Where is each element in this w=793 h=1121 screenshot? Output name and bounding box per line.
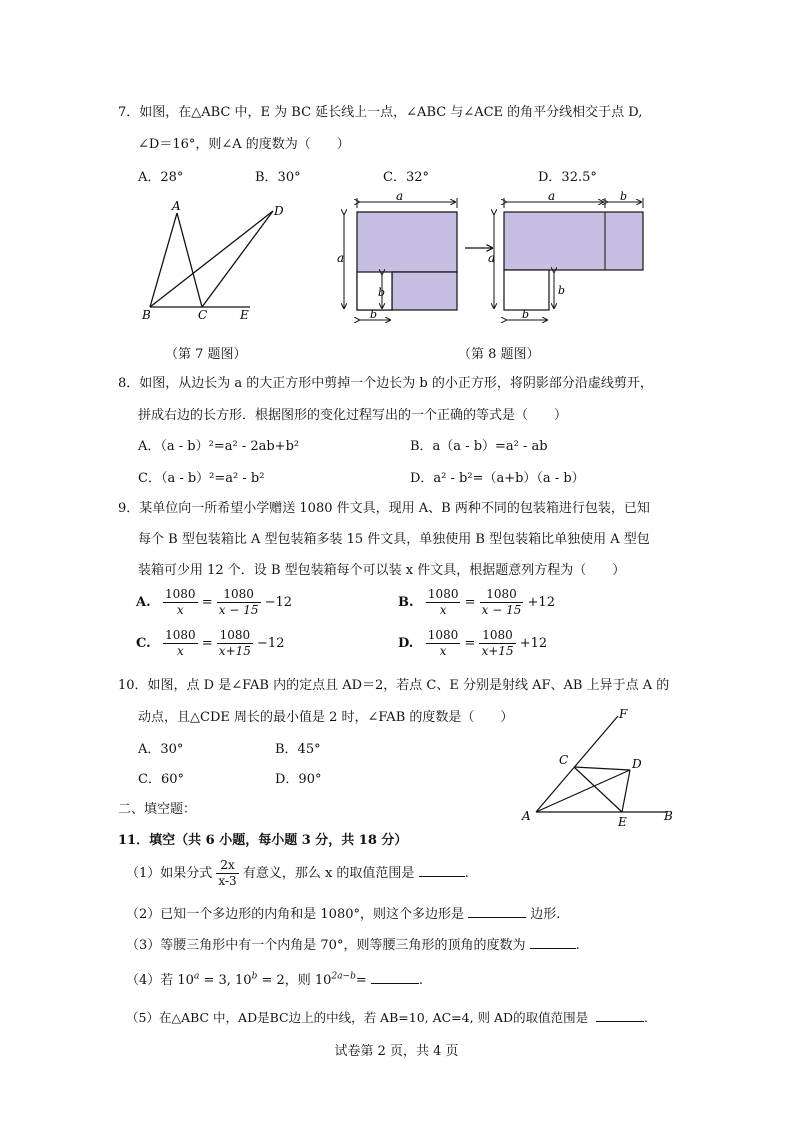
q9-letter-a: A. xyxy=(136,595,151,610)
q8-label-a-top: a xyxy=(396,190,404,203)
q9-line3: 装箱可少用 12 个．设 B 型包装箱每个可以装 x 件文具，根据题意列方程为（ ） xyxy=(138,563,626,578)
q8-label-b-right-top: b xyxy=(620,190,628,203)
q7-line1: 7．如图，在△ABC 中，E 为 BC 延长线上一点，∠ABC 与∠ACE 的角平分线相交于点 D, xyxy=(118,105,643,120)
q8-label-b-right-bottom: b xyxy=(522,308,530,321)
q7-label-c: C xyxy=(198,308,208,322)
section-title-fill-in: 二、填空题： xyxy=(118,802,197,817)
q8-line2: 拼成右边的长方形．根据图形的变化过程写出的一个正确的等式是（ ） xyxy=(138,408,568,423)
q11-s5-blank[interactable] xyxy=(596,1020,644,1022)
q10-figure xyxy=(518,706,678,832)
q7-line2: ∠D＝16°，则∠A 的度数为（ ） xyxy=(138,137,350,152)
q8-label-a-left: a xyxy=(337,251,345,265)
q9-option-b: B. $\frac{1080}{x}$ = $\frac{1080}{x - 15}$ +12 xyxy=(398,587,555,617)
q7-label-d: D xyxy=(274,204,284,218)
q9-letter-b: B. xyxy=(398,595,414,610)
q11-s2-blank[interactable] xyxy=(468,916,526,918)
q9-line1: 9．某单位向一所希望小学赠送 1080 件文具，现用 A、B 两种不同的包装箱进行包装，已知 xyxy=(118,501,650,516)
q8-option-d: D．a² - b²=（a+b）（a - b） xyxy=(410,471,585,486)
q8-label-b-right: b xyxy=(558,284,566,297)
q9-option-d: D. $\frac{1080}{x}$ = $\frac{1080}{x+15}$ +12 xyxy=(398,628,548,658)
q11-s4-blank[interactable] xyxy=(371,982,419,984)
q10-line2: 动点，且△CDE 周长的最小值是 2 时，∠FAB 的度数是（ ） xyxy=(138,710,514,725)
q7-figure xyxy=(130,195,300,325)
q8-figure xyxy=(330,190,650,330)
q9-letter-d: D. xyxy=(398,636,414,651)
q11-sub1: （1）如果分式 $\frac{2x}{x-3}$ 有意义，那么 x 的取值范围是 . xyxy=(126,858,469,888)
q10-label-a: A xyxy=(522,809,531,823)
q11-sub4: （4）若 10$^a$ = 3, 10$^b$ = 2，则 $10^{2a-b}=$ . xyxy=(126,971,424,988)
q8-label-a-right-top: a xyxy=(548,190,556,203)
q10-label-e: E xyxy=(618,815,627,829)
q9-letter-c: C. xyxy=(136,636,151,651)
q7-label-e: E xyxy=(240,308,249,322)
q9-line2: 每个 B 型包装箱比 A 型包装箱多装 15 件文具，单独使用 B 型包装箱比单独使用 A 型包 xyxy=(138,532,650,547)
q11-head: 11．填空（共 6 小题，每小题 3 分，共 18 分） xyxy=(118,833,408,848)
q11-s1-blank[interactable] xyxy=(419,875,465,877)
q10-label-b: B xyxy=(664,809,673,823)
q10-option-d: D．90° xyxy=(275,772,322,787)
q8-caption: （第 8 题图） xyxy=(458,347,540,362)
q8-option-c: C．（a - b）²=a² - b² xyxy=(138,471,265,486)
q8-label-b-bottom: b xyxy=(370,308,378,321)
q11-sub2: （2）已知一个多边形的内角和是 1080°，则这个多边形是 边形. xyxy=(126,907,561,922)
q8-label-b-left: b xyxy=(378,286,386,299)
q8-option-b: B．a（a - b）=a² - ab xyxy=(410,439,548,454)
q10-label-f: F xyxy=(619,707,628,721)
q10-label-d: D xyxy=(632,757,642,771)
q10-label-c: C xyxy=(559,753,569,767)
q7-caption: （第 7 题图） xyxy=(165,347,247,362)
q9-option-c: C. $\frac{1080}{x}$ = $\frac{1080}{x+15}$ −12 xyxy=(136,628,285,658)
q10-option-a: A．30° xyxy=(138,742,184,757)
q11-sub3: （3）等腰三角形中有一个内角是 70°，则等腰三角形的顶角的度数为 . xyxy=(126,938,580,953)
q7-option-c: C．32° xyxy=(383,170,429,185)
q7-label-a: A xyxy=(172,199,181,213)
q11-sub5: （5）在△ABC 中，AD是BC边上的中线，若 AB=10, AC=4, 则 AD的取值范围是 . xyxy=(126,1010,649,1025)
q7-option-d: D．32.5° xyxy=(538,170,597,185)
q7-option-a: A．28° xyxy=(138,170,184,185)
q8-option-a: A．（a - b）²=a² - 2ab+b² xyxy=(138,439,300,454)
q10-option-c: C．60° xyxy=(138,772,184,787)
q7-label-b: B xyxy=(142,308,151,322)
q11-s3-blank[interactable] xyxy=(530,947,576,949)
q9-option-a: A. $\frac{1080}{x}$ = $\frac{1080}{x - 15}$ −12 xyxy=(136,587,293,617)
q10-option-b: B．45° xyxy=(275,742,321,757)
q10-line1: 10．如图，点 D 是∠FAB 内的定点且 AD＝2，若点 C、E 分别是射线 AF、AB 上异于点 A 的 xyxy=(118,678,670,693)
q7-option-b: B．30° xyxy=(255,170,301,185)
q8-label-a-right-left: a xyxy=(488,251,496,265)
q8-line1: 8．如图，从边长为 a 的大正方形中剪掉一个边长为 b 的小正方形，将阴影部分沿虚线剪开， xyxy=(118,376,653,391)
page-footer: 试卷第 2 页，共 4 页 xyxy=(334,1044,459,1059)
